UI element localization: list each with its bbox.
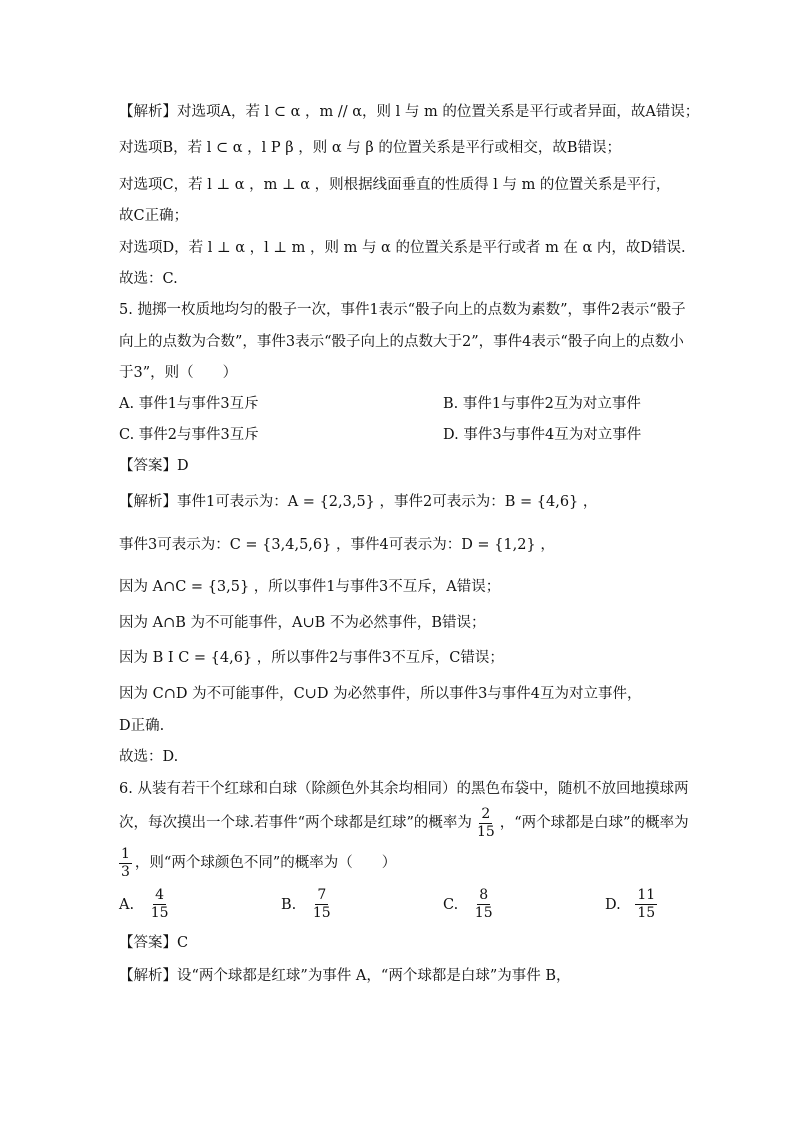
q5-solution-line-2: 事件3可表示为：C = {3,4,5,6} ，事件4可表示为：D = {1,2} ， xyxy=(119,537,555,553)
q6-stem-line-3-text: ，则“两个球颜色不同”的概率为（ ） xyxy=(134,855,397,871)
q5-stem-line-3: 于3”，则（ ） xyxy=(119,365,238,381)
q5-option-a: A. 事件1与事件3互斥 xyxy=(119,396,259,412)
q6-answer: 【答案】C xyxy=(119,935,189,951)
option-fraction xyxy=(311,887,333,922)
fraction-numerator: 7 xyxy=(317,887,327,903)
q6-stem-line-3 xyxy=(116,844,396,882)
q4-solution-line-1: 【解析】对选项A，若 l ⊂ α ，m // α，则 l 与 m 的位置关系是平行或者异面，故A错误； xyxy=(119,104,700,120)
q6-option-a xyxy=(119,887,174,922)
q5-option-c: C. 事件2与事件3互斥 xyxy=(119,427,259,443)
fraction-denominator: 15 xyxy=(476,823,495,840)
red-probability-fraction xyxy=(475,806,497,841)
q5-stem-line-1: 5. 抛掷一枚质地均匀的骰子一次，事件1表示“骰子向上的点数为素数”，事件2表示“骰子 xyxy=(119,302,686,318)
fraction-denominator: 3 xyxy=(121,863,130,880)
q6-stem-line-1: 6. 从装有若干个红球和白球（除颜色外其余均相同）的黑色布袋中，随机不放回地摸球两 xyxy=(119,781,689,797)
fraction-denominator: 15 xyxy=(312,905,331,921)
option-fraction xyxy=(635,887,657,922)
q4-solution-line-6: 故选：C. xyxy=(119,271,178,287)
q5-answer: 【答案】D xyxy=(119,458,189,474)
fraction-numerator: 2 xyxy=(481,805,491,822)
option-fraction xyxy=(473,887,495,922)
fraction-numerator: 4 xyxy=(155,887,165,903)
q4-solution-line-5: 对选项D，若 l ⊥ α ，l ⊥ m ，则 m 与 α 的位置关系是平行或者 m 在 α 内，故D错误. xyxy=(119,240,686,256)
q5-solution-line-1: 【解析】事件1可表示为：A = {2,3,5} ，事件2可表示为：B = {4,6} ， xyxy=(119,494,598,510)
q5-stem-line-2: 向上的点数为合数”，事件3表示“骰子向上的点数大于2”，事件4表示“骰子向上的点数小 xyxy=(119,334,684,350)
q6-option-d xyxy=(605,887,660,922)
q6-solution-line-1: 【解析】设“两个球都是红球”为事件 A，“两个球都是白球”为事件 B， xyxy=(119,968,571,984)
q5-solution-line-3: 因为 A∩C = {3,5} ，所以事件1与事件3不互斥，A错误； xyxy=(119,579,501,595)
q6-stem-line-2 xyxy=(119,804,689,842)
option-label: B. xyxy=(281,896,297,913)
q5-solution-line-7: D正确. xyxy=(119,718,165,734)
q5-solution-line-8: 故选：D. xyxy=(119,749,179,765)
q4-solution-line-2: 对选项B，若 l ⊂ α ，l P β ，则 α 与 β 的位置关系是平行或相交，故B错误； xyxy=(119,140,622,156)
q5-option-b: B. 事件1与事件2互为对立事件 xyxy=(443,396,641,412)
fraction-numerator: 8 xyxy=(479,887,489,903)
q5-option-d: D. 事件3与事件4互为对立事件 xyxy=(443,427,642,443)
q5-solution-line-4: 因为 A∩B 为不可能事件，A∪B 不为必然事件，B错误； xyxy=(119,615,486,631)
option-label: C. xyxy=(443,896,459,913)
option-label: A. xyxy=(119,896,135,913)
q5-solution-line-6: 因为 C∩D 为不可能事件，C∪D 为必然事件，所以事件3与事件4互为对立事件， xyxy=(119,686,642,702)
white-probability-fraction xyxy=(119,846,132,881)
fraction-numerator: 1 xyxy=(121,845,130,862)
q6-stem-line-2-text-b: ，“两个球都是白球”的概率为 xyxy=(499,815,689,831)
option-fraction xyxy=(149,887,171,922)
q4-solution-line-3: 对选项C，若 l ⊥ α ，m ⊥ α ，则根据线面垂直的性质得 l 与 m 的位置关系是平行， xyxy=(119,177,671,193)
q6-option-c xyxy=(443,887,498,922)
fraction-denominator: 15 xyxy=(150,905,169,921)
q6-option-b xyxy=(281,887,336,922)
q6-stem-line-2-text-a: 次，每次摸出一个球.若事件“两个球都是红球”的概率为 xyxy=(119,815,472,831)
q5-solution-line-5: 因为 B I C = {4,6} ，所以事件2与事件3不互斥，C错误； xyxy=(119,650,504,666)
fraction-denominator: 15 xyxy=(474,905,493,921)
q4-solution-line-4: 故C正确； xyxy=(119,208,189,224)
fraction-denominator: 15 xyxy=(637,905,656,921)
fraction-numerator: 11 xyxy=(637,887,656,903)
option-label: D. xyxy=(605,896,621,913)
